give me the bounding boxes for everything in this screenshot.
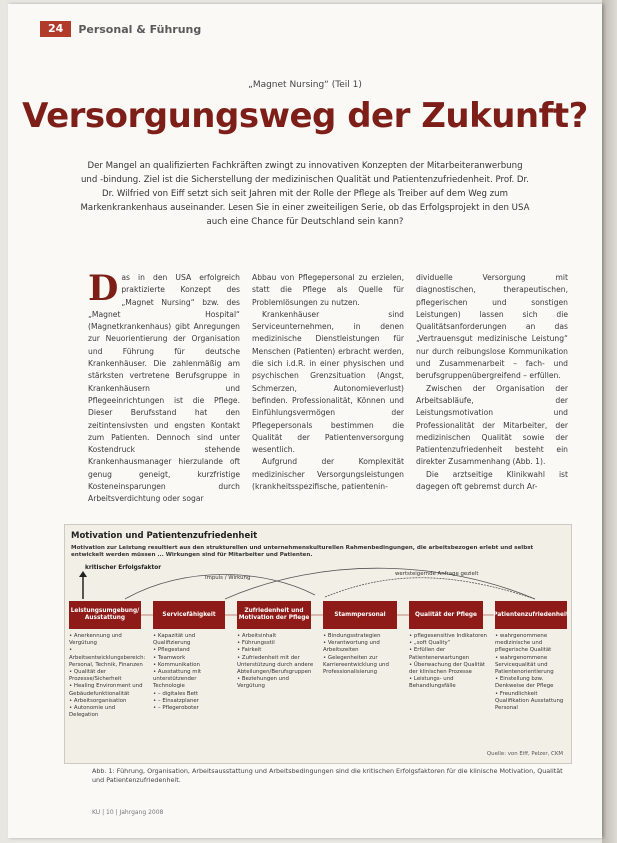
body-paragraph: dividuelle Versorgung mit diagnostischen, therapeutischen, pflegerischen und sonstigen Leistungen) lassen sich die Qualitätsanforderungen an das „Vertrauensgut medizinische Leistung“ nur durch reibungslose Kommunikation und Zusammenarbeit – fach- und berufsgruppenübergreifend – erfüllen. [416, 273, 568, 381]
magazine-page [8, 4, 602, 838]
list-item: • Fairkeit [237, 647, 315, 654]
page-number: 24 [40, 21, 71, 37]
figure-motivation [64, 524, 572, 764]
list-item: • – Pflegeroboter [153, 705, 229, 712]
list-item: • Einstellung bzw. Denkweise der Pflege [495, 676, 567, 690]
body-column-3 [416, 272, 568, 493]
list-item: • Qualität der Prozesse/Sicherheit [69, 669, 145, 683]
page-header [40, 21, 201, 37]
figure-title: Motivation und Patientenzufriedenheit [71, 531, 258, 541]
list-item: • Zufriedenheit mit der Unterstützung durch andere Abteilungen/Berufsgruppen [237, 655, 315, 677]
article-lead: Der Mangel an qualifizierten Fachkräften zwingt zu innovativen Konzepten der Mitarbeiteranwerbung und -bindung. Ziel ist die Sicherstellung der medizinischen Qualität und Patientenzufriedenheit. Prof. Dr. Dr. Wilfried von Eiff setzt sich seit Jahren mit der Rolle der Pflege als Treiber auf dem Weg zum Markenkrankenhaus auseinander. Lesen Sie in einer zweiteiligen Serie, ob das Erfolgsprojekt in den USA auch eine Chance für Deutschland sein kann? [80, 161, 530, 227]
list-item: • Freundlichkeit Qualifikation Ausstattung Personal [495, 691, 567, 713]
page-footer: KU | 10 | Jahrgang 2008 [92, 809, 164, 816]
list-item: • – digitales Bett [153, 691, 229, 698]
list-zufriedenheit-pflege [237, 633, 315, 691]
article-kicker: „Magnet Nursing“ (Teil 1) [248, 80, 362, 90]
list-item: • Bindungsstrategien [323, 633, 401, 640]
list-item: • Führungsstil [237, 640, 315, 647]
box-patientenzufriedenheit: Patientenzufriedenheit [495, 601, 567, 629]
body-paragraph: Abbau von Pflegepersonal zu erzielen, statt die Pflege als Quelle für Problemlösungen zu nutzen. [252, 273, 404, 307]
box-servicefaehigkeit: Servicefähigkeit [153, 601, 225, 629]
article-title: Versorgungsweg der Zukunft? [22, 96, 588, 136]
list-qualitaet-pflege [409, 633, 487, 691]
box-stammpersonal: Stammpersonal [323, 601, 397, 629]
list-item: • Überwachung der Qualität der klinischen Prozesse [409, 662, 487, 676]
list-item: • wahrgenommene medizinische und pflegerische Qualität [495, 633, 567, 655]
figure-credit: Quelle: von Eiff, Pelzer, CKM [486, 751, 563, 757]
box-zufriedenheit-pflege: Zufriedenheit und Motivation der Pflege [237, 601, 311, 629]
list-item: • Beziehungen und Vergütung [237, 676, 315, 690]
list-item: • Kommunikation [153, 662, 229, 669]
figure-subtitle: Motivation zur Leistung resultiert aus den strukturellen und unternehmenskulturellen Rahmenbedingungen, die arbeitsbezogen erlebt und selbst entwickelt werden müssen ... Wirkungen sind für Mitarbeiter und Patienten. [71, 545, 534, 558]
list-item: • pflegesensitive Indikatoren [409, 633, 487, 640]
list-servicefaehigkeit [153, 633, 229, 712]
body-paragraph: Die arztseitige Klinikwahl ist dagegen oft gebremst durch Ar- [416, 469, 568, 492]
figure-caption: Abb. 1: Führung, Organisation, Arbeitsausstattung und Arbeitsbedingungen sind die kritischen Erfolgsfaktoren für die klinische Motivation, Qualität und Patientenzufriedenheit. [92, 767, 563, 784]
list-stammpersonal [323, 633, 401, 676]
list-item: • Leistungs- und Behandlungsfälle [409, 676, 487, 690]
list-item: • Erfüllen der Patientenerwartungen [409, 647, 487, 661]
list-item: • Verantwortung und Arbeitszeiten [323, 640, 401, 654]
page-spine [602, 0, 617, 843]
box-qualitaet-pflege: Qualität der Pflege [409, 601, 483, 629]
list-item: • wahrgenommene Servicequalität und Patientenorientierung [495, 655, 567, 677]
body-column-1 [88, 268, 240, 506]
inquiry-label: wertsteigernde Anfrage gezielt [395, 571, 479, 577]
list-patientenzufriedenheit [495, 633, 567, 712]
body-column-2 [252, 272, 404, 493]
list-item: • Ausstattung mit unterstützender Technologie [153, 669, 229, 691]
list-item: • Arbeitsorganisation [69, 698, 145, 705]
impulse-label: Impuls / Wirkung [205, 575, 251, 581]
list-item: • Healing Environment und Gebäudefunktionalität [69, 683, 145, 697]
article-body [88, 268, 576, 504]
list-leistungsumgebung [69, 633, 145, 719]
list-item: • Anerkennung und Vergütung [69, 633, 145, 647]
list-item: • – Einsatzplaner [153, 698, 229, 705]
list-item: • Pflegestand [153, 647, 229, 654]
list-item: • „soft Quality“ [409, 640, 487, 647]
drop-cap: D [88, 268, 119, 309]
list-item: • Autonomie und Delegation [69, 705, 145, 719]
list-item: • Gelegenheiten zur Karriereentwicklung und Professionalisierung [323, 655, 401, 677]
body-paragraph: Aufgrund der Komplexität medizinischer Versorgungsleistungen (krankheitsspezifische, patientenin- [252, 457, 404, 492]
critical-factor-label: kritischer Erfolgsfaktor [85, 565, 162, 571]
body-text: as in den USA erfolgreich praktizierte Konzept des „Magnet Nursing“ bzw. des „Magnet Hospital“ (Magnetkrankenhaus) gibt Anregungen zur Neuorientierung der Organisation und Führung für deutsche Krankenhäuser. Die zahlenmäßig am stärksten vertretene Berufsgruppe in Krankenhäusern und Pflegeeinrichtungen ist die Pflege. Dieser Berufsstand hat den zeitintensivsten und engsten Kontakt zum Patienten. Dennoch sind unter Kostendruck stehende Krankenhausmanager hierzulande oft genug geneigt, kurzfristige Kosteneinsparungen durch Arbeitsverdichtung oder sogar [88, 273, 240, 504]
box-leistungsumgebung: Leistungsumgebung/ Ausstattung [69, 601, 141, 629]
list-item: • Arbeitsentwicklungsbereich: Personal, Technik, Finanzen [69, 647, 145, 669]
section-title: Personal & Führung [78, 22, 202, 36]
list-item: • Teamwork [153, 655, 229, 662]
list-item: • Kapazität und Qualifizierung [153, 633, 229, 647]
body-paragraph: Zwischen der Organisation der Arbeitsabläufe, der Leistungsmotivation und Professionalität der Mitarbeiter, der medizinischen Qualität sowie der Patientenzufriedenheit besteht ein direkter Zusammenhang (Abb. 1). [416, 383, 568, 467]
list-item: • Arbeitsinhalt [237, 633, 315, 640]
body-paragraph: Krankenhäuser sind Serviceunternehmen, in denen medizinische Dienstleistungen für Menschen (Patienten) erbracht werden, die sich i.d.R. in einer physischen und psychischen Grenzsituation (Angst, Schmerzen, Autonomieverlust) befinden. Professionalität, Können und Einfühlungsvermögen der Pflegepersonals bestimmen die Qualität der Patientenversorgung wesentlich. [252, 309, 404, 455]
